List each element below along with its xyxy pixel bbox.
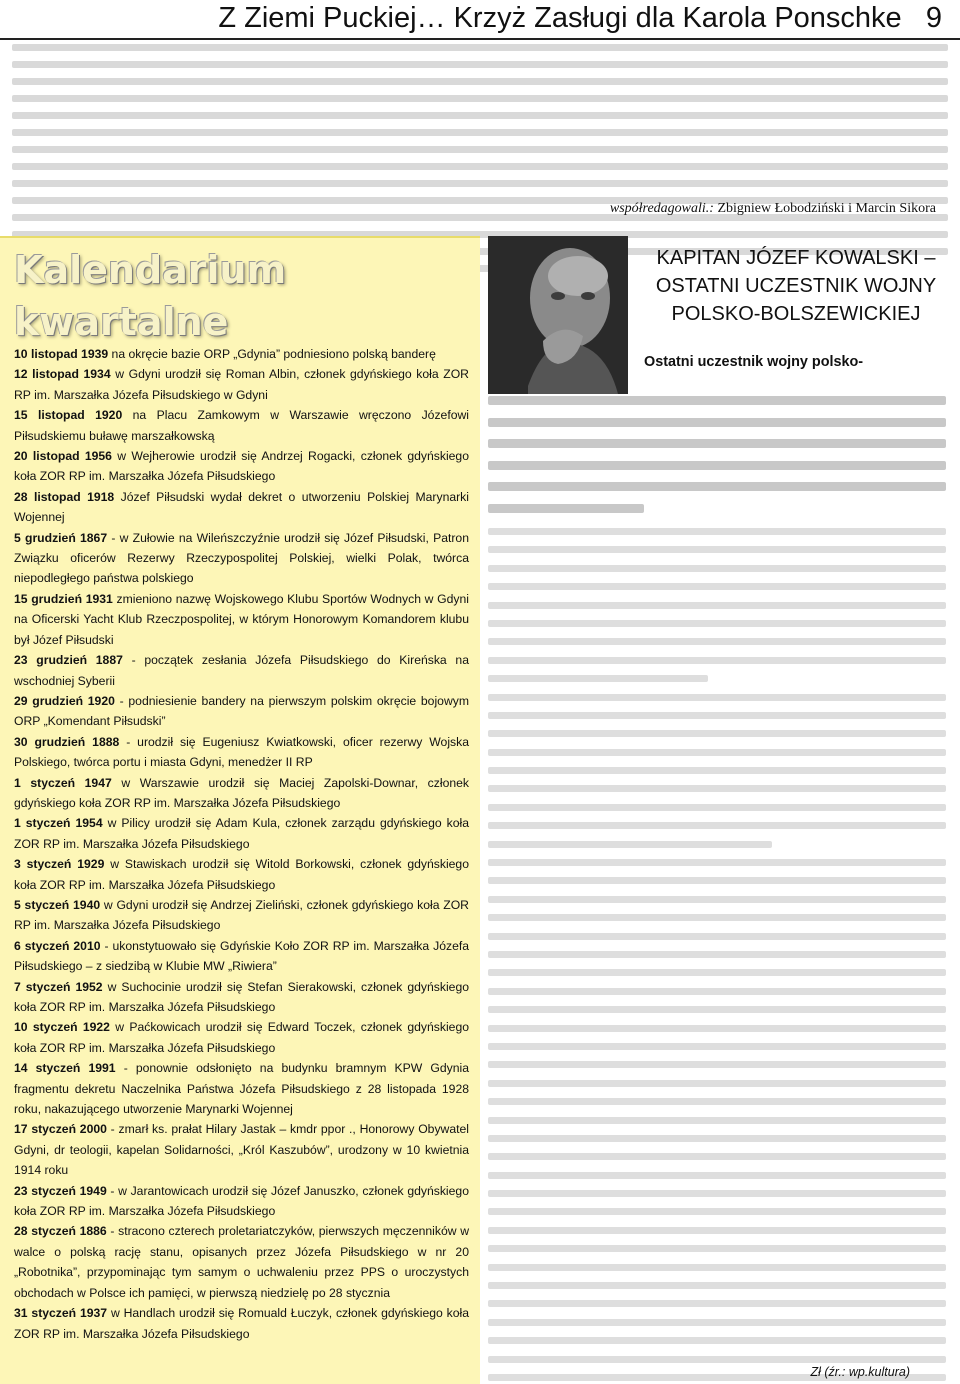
- calendar-entry: [14, 895, 469, 936]
- text-placeholder-line: [488, 1172, 946, 1179]
- article-credit: Zł (źr.: wp.kultura): [810, 1365, 910, 1379]
- text-placeholder-line: [488, 859, 946, 866]
- text-placeholder-line: [488, 1190, 946, 1197]
- text-placeholder-line: [488, 749, 946, 756]
- intro-credit: [610, 201, 936, 217]
- text-placeholder-line: [488, 1208, 946, 1215]
- calendar-entry-date: 28 styczeń 1886: [14, 1224, 107, 1239]
- calendar-entry: [14, 1119, 469, 1180]
- calendar-entry: [14, 650, 469, 691]
- calendar-entry-text: w Handlach urodził się Romuald Łuczyk, członek gdyńskiego koła ZOR RP im. Marszałka Józefa Piłsudskiego: [14, 1306, 469, 1341]
- text-placeholder-line: [488, 914, 946, 921]
- calendar-entry: [14, 936, 469, 977]
- page-title: [218, 0, 942, 36]
- text-placeholder-line: [12, 112, 948, 119]
- text-placeholder-line: [488, 1356, 946, 1363]
- calendar-entry-text: - ponownie odsłonięto na budynku bramnym KPW Gdynia fragmentu dekretu Naczelnika Państwa Józefa Piłsudskiego z 28 listopada 1928 roku, nakazującego utworzenie Marynarki Wojennej: [14, 1061, 469, 1117]
- text-placeholder-line: [488, 822, 946, 829]
- calendar-entry-date: 6 styczeń 2010: [14, 938, 101, 953]
- text-placeholder-line: [488, 1153, 946, 1160]
- text-placeholder-line: [12, 44, 948, 51]
- calendar-entry-date: 15 grudzień 1931: [14, 591, 113, 606]
- kowalski-title: [644, 244, 948, 328]
- calendar-entry-text: zmieniono nazwę Wojskowego Klubu Sportów Wodnych w Gdyni na Oficerski Yacht Klub Rzeczpospolitej, w którym Honorowym Komandorem klubu był Józef Piłsudski: [14, 591, 469, 647]
- calendar-entry-text: - w Jarantowicach urodził się Józef Januszko, członek gdyńskiego koła ZOR RP im. Marszałka Józefa Piłsudskiego: [14, 1183, 469, 1219]
- calendar-list: [14, 344, 469, 1344]
- text-placeholder-line: [488, 877, 946, 884]
- text-placeholder-line: [488, 951, 946, 958]
- calendar-entry-text: w Suchocinie urodził się Stefan Sierakowski, członek gdyńskiego koła ZOR RP im. Marszałka Józefa Piłsudskiego: [14, 979, 469, 1014]
- text-placeholder-line: [12, 180, 948, 187]
- text-placeholder-line: [488, 969, 946, 976]
- text-placeholder-line: [488, 1264, 946, 1271]
- calendar-entry-text: - w Zułowie na Wileńszczyźnie urodził się Józef Piłsudski, Patron Związku oficerów Rezerwy Rzeczypospolitej Polskiej, wielki Polak, twórca niepodległego państwa polskiego: [14, 530, 469, 586]
- calendar-entry-text: Józef Piłsudski wydał dekret o utworzeniu Polskiej Marynarki Wojennej: [14, 489, 469, 525]
- calendar-entry: [14, 487, 469, 528]
- calendar-entry-text: w Warszawie urodził się Maciej Zapolski-Downar, członek gdyńskiego koła ZOR RP im. Marszałka Józefa Piłsudskiego: [14, 775, 469, 810]
- text-placeholder-line: [488, 785, 946, 792]
- calendar-entry: [14, 977, 469, 1018]
- text-placeholder-line: [488, 546, 946, 553]
- calendar-entry-text: - ukonstytuowało się Gdyńskie Koło ZOR RP im. Marszałka Józefa Piłsudskiego – z siedzibą w Klubie MW „Riwiera”: [14, 938, 470, 974]
- page-number: 9: [925, 2, 942, 34]
- calendar-entry-date: 10 styczeń 1922: [14, 1020, 110, 1035]
- calendar-entry-date: 28 listopad 1918: [14, 489, 115, 504]
- calendar-heading: [14, 244, 286, 348]
- text-placeholder-line: [488, 1319, 946, 1326]
- portrait-illustration: [488, 236, 628, 394]
- text-placeholder-line: [488, 620, 946, 627]
- text-placeholder-line: [488, 565, 946, 572]
- text-placeholder-line: [488, 418, 946, 427]
- text-placeholder-line: [488, 767, 946, 774]
- calendar-entry-date: 7 styczeń 1952: [14, 979, 103, 994]
- masthead: [0, 0, 960, 40]
- text-placeholder-line: [488, 1080, 946, 1087]
- calendar-entry-date: 3 styczeń 1929: [14, 857, 105, 872]
- calendar-entry: [14, 773, 469, 814]
- calendar-entry: [14, 589, 469, 650]
- calendar-entry: [14, 405, 469, 446]
- calendar-entry-date: 31 styczeń 1937: [14, 1306, 108, 1321]
- text-placeholder-line: [488, 933, 946, 940]
- kowalski-lead-placeholder: [488, 396, 946, 525]
- text-placeholder-line: [488, 804, 946, 811]
- calendar-entry-text: - stracono czterech proletariatczyków, pierwszych męczenników w walce o polską rację stanu, opisanych przez Józefa Piłsudskiego w nr 20 „Robotnika”, przypominając tym samym o uchwaleniu przez PPS o uroczystych obchodach w Polsce ich pamięci, w pierwszą niedzielę po 28 stycznia: [14, 1224, 470, 1300]
- calendar-entry-date: 1 styczeń 1954: [14, 816, 103, 831]
- text-placeholder-line: [12, 95, 948, 102]
- calendar-entry: [14, 1017, 469, 1058]
- text-placeholder-line: [488, 1025, 946, 1032]
- calendar-entry-date: 23 grudzień 1887: [14, 653, 123, 668]
- text-placeholder-line: [488, 1006, 946, 1013]
- calendar-entry: [14, 446, 469, 487]
- calendar-entry-text: - zmarł ks. prałat Hilary Jastak – kmdr ppor ., Honorowy Obywatel Gdyni, dr teologii, kapelan Solidarności, „Król Kaszubów”, urodzony w 10 kwietnia 1914 roku: [14, 1122, 470, 1178]
- calendar-entry-text: w Paćkowicach urodził się Edward Toczek, członek gdyńskiego koła ZOR RP im. Marszałka Józefa Piłsudskiego: [14, 1020, 469, 1055]
- intro-article: [12, 44, 948, 216]
- calendar-entry-text: w Gdyni urodził się Andrzej Zieliński, członek gdyńskiego koła ZOR RP im. Marszałka Józefa Piłsudskiego: [14, 897, 469, 933]
- kowalski-title-line2: OSTATNI UCZESTNIK WOJNY: [655, 275, 937, 297]
- text-placeholder-line: [488, 638, 946, 645]
- calendar-entry-text: w Stawiskach urodził się Witold Borkowski, członek gdyńskiego koła ZOR RP im. Marszałka Józefa Piłsudskiego: [14, 857, 469, 892]
- text-placeholder-line: [488, 712, 946, 719]
- calendar-entry: [14, 691, 469, 732]
- calendar-entry: [14, 1181, 469, 1222]
- text-placeholder-line: [12, 129, 948, 136]
- calendar-entry-text: - początek zesłania Józefa Piłsudskiego do Kireńska na wschodniej Syberii: [14, 653, 469, 688]
- calendar-entry: [14, 854, 469, 895]
- calendar-entry: [14, 528, 469, 589]
- kowalski-lead: [644, 352, 946, 374]
- text-placeholder-line: [488, 396, 946, 405]
- text-placeholder-line: [488, 1117, 946, 1124]
- calendar-entry-text: na Placu Zamkowym w Warszawie wręczono Józefowi Piłsudskiemu buławę marszałkowską: [14, 408, 469, 443]
- calendar-entry-date: 12 listopad 1934: [14, 367, 111, 382]
- calendar-entry-text: w Wejherowie urodził się Andrzej Rogacki, członek gdyńskiego koła ZOR RP im. Marszałka Józefa Piłsudskiego: [14, 449, 469, 484]
- calendar-entry-text: w Gdyni urodził się Roman Albin, członek gdyńskiego koła ZOR RP im. Marszałka Józefa Piłsudskiego w Gdyni: [14, 367, 469, 402]
- text-placeholder-line: [488, 1061, 946, 1068]
- text-placeholder-line: [488, 1098, 946, 1105]
- calendar-entry-date: 17 styczeń 2000: [14, 1122, 107, 1137]
- text-placeholder-line: [488, 1227, 946, 1234]
- text-placeholder-line: [488, 528, 946, 535]
- calendar-entry: [14, 1303, 469, 1344]
- page-title-text: Z Ziemi Puckiej… Krzyż Zasługi dla Karola Ponschke: [218, 2, 902, 34]
- text-placeholder-line: [488, 988, 946, 995]
- calendar-entry-date: 15 listopad 1920: [14, 408, 123, 423]
- calendar-entry-date: 20 listopad 1956: [14, 449, 112, 464]
- kowalski-title-line1: KAPITAN JÓZEF KOWALSKI –: [656, 247, 936, 269]
- text-placeholder-line: [488, 1245, 946, 1252]
- calendar-entry: [14, 1221, 469, 1303]
- calendar-entry-text: - podniesienie bandery na pierwszym polskim okręcie bojowym ORP „Komendant Piłsudski”: [14, 693, 469, 729]
- text-placeholder-line: [488, 1043, 946, 1050]
- calendar-entry-date: 1 styczeń 1947: [14, 775, 112, 790]
- calendar-entry: [14, 364, 469, 405]
- calendar-entry: [14, 732, 469, 773]
- calendar-entry-date: 29 grudzień 1920: [14, 693, 115, 708]
- text-placeholder-line: [488, 730, 946, 737]
- text-placeholder-line: [488, 694, 946, 701]
- calendar-entry-date: 30 grudzień 1888: [14, 734, 120, 749]
- calendar-entry: [14, 1058, 469, 1119]
- text-placeholder-line: [488, 602, 946, 609]
- text-placeholder-line: [12, 61, 948, 68]
- text-placeholder-line: [488, 657, 946, 664]
- text-placeholder-line: [12, 163, 948, 170]
- calendar-entry-date: 14 styczeń 1991: [14, 1061, 116, 1076]
- calendar-entry-date: 5 grudzień 1867: [14, 530, 108, 545]
- calendar-entry: [14, 813, 469, 854]
- masthead-rule: [0, 38, 960, 40]
- credit-names: Zbigniew Łobodziński i Marcin Sikora: [717, 201, 936, 216]
- text-placeholder-line: [488, 583, 946, 590]
- calendar-box: [0, 236, 480, 1384]
- credit-prefix: współredagowali.:: [609, 201, 714, 216]
- calendar-entry-text: - urodził się Eugeniusz Kwiatkowski, oficer rezerwy Wojska Polskiego, twórca portu i miasta Gdyni, menedżer II RP: [14, 734, 469, 770]
- calendar-heading-line1: Kalendarium: [14, 248, 287, 292]
- text-placeholder-line: [488, 439, 946, 448]
- calendar-entry-text: w Pilicy urodził się Adam Kula, członek zarządu gdyńskiego koła ZOR RP im. Marszałka Józefa Piłsudskiego: [14, 816, 469, 851]
- calendar-heading-line2: kwartalne: [14, 300, 229, 344]
- text-placeholder-line: [488, 1300, 946, 1307]
- kowalski-title-line3: POLSKO-BOLSZEWICKIEJ: [671, 303, 921, 325]
- text-placeholder-line: [488, 841, 772, 848]
- text-placeholder-line: [488, 1337, 946, 1344]
- calendar-entry: [14, 344, 469, 364]
- calendar-entry-date: 23 styczeń 1949: [14, 1183, 107, 1198]
- text-placeholder-line: [12, 146, 948, 153]
- text-placeholder-line: [488, 461, 946, 470]
- kowalski-lead-line1: Ostatni uczestnik wojny polsko-: [644, 354, 864, 370]
- text-placeholder-line: [488, 1135, 946, 1142]
- kowalski-article: [488, 528, 946, 1354]
- calendar-entry-date: 5 styczeń 1940: [14, 897, 101, 912]
- calendar-entry-date: 10 listopad 1939: [14, 347, 109, 361]
- text-placeholder-line: [12, 78, 948, 85]
- text-placeholder-line: [488, 504, 644, 513]
- text-placeholder-line: [488, 675, 708, 682]
- portrait-photo: [488, 236, 628, 394]
- text-placeholder-line: [488, 896, 946, 903]
- text-placeholder-line: [488, 1282, 946, 1289]
- calendar-entry-text: na okręcie bazie ORP „Gdynia” podniesiono polską banderę: [108, 347, 436, 361]
- text-placeholder-line: [488, 482, 946, 491]
